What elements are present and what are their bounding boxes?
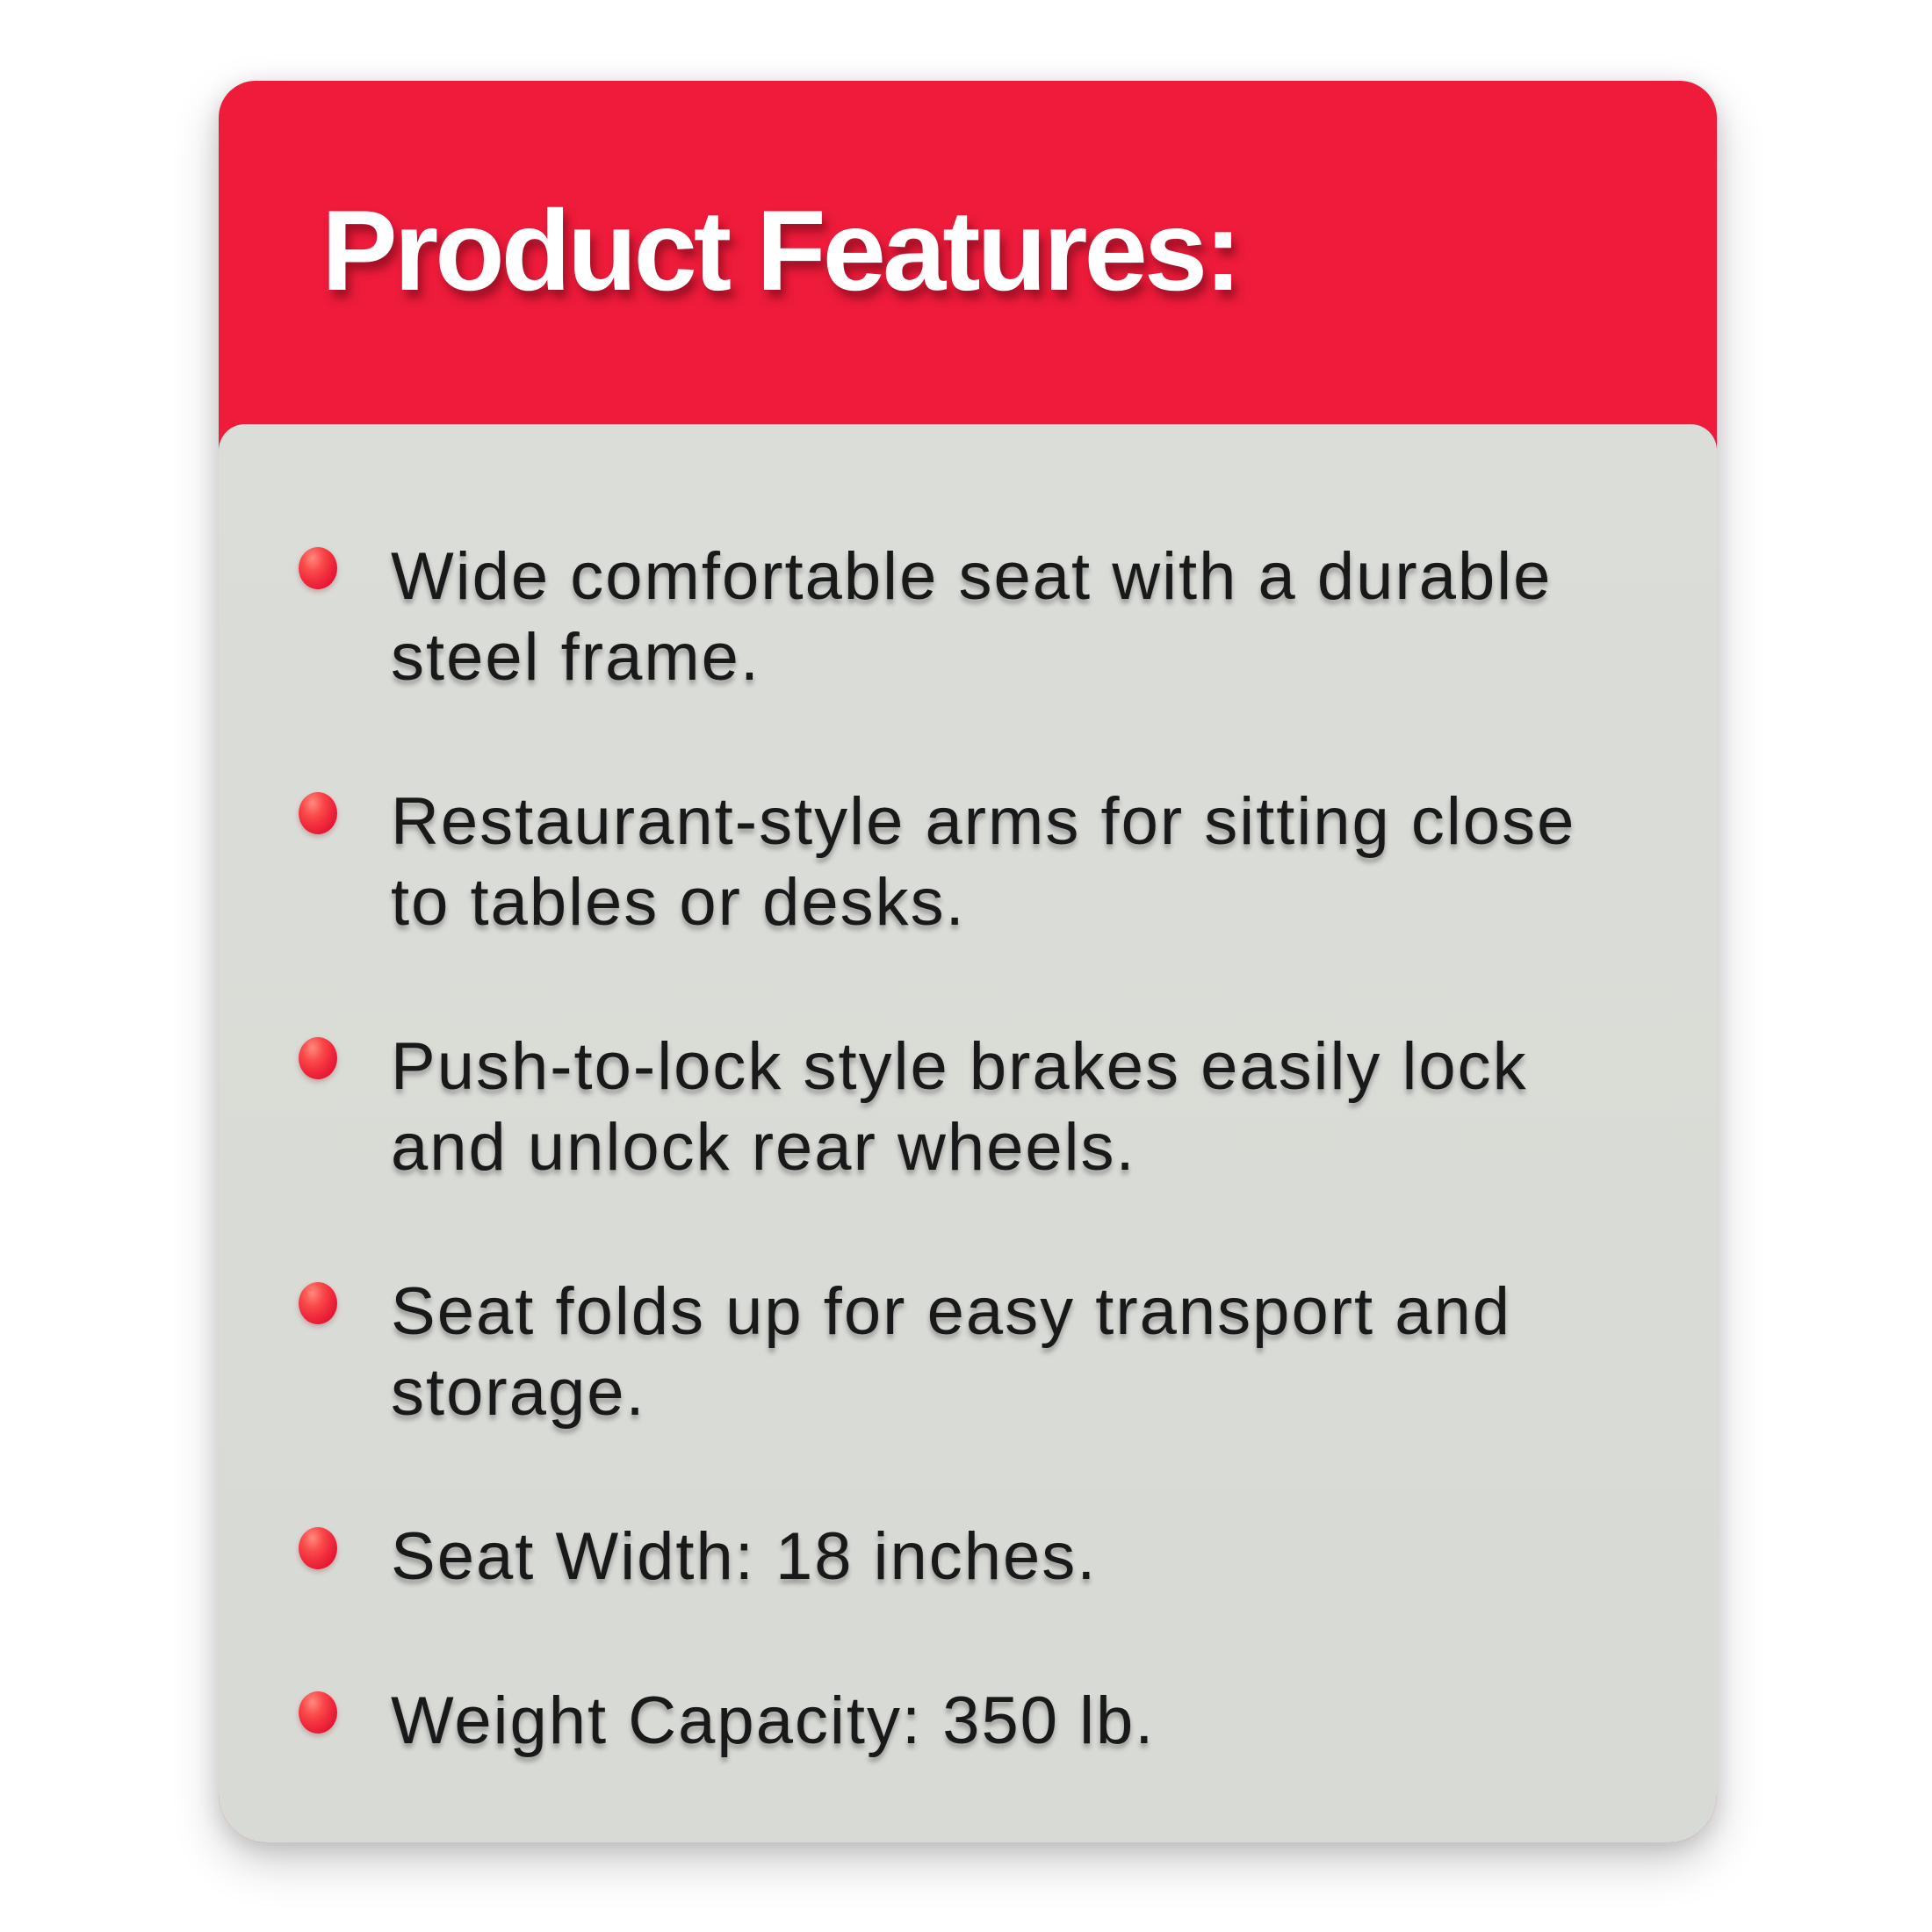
bullet-dot-icon xyxy=(299,1037,337,1079)
feature-text: Weight Capacity: 350 lb. xyxy=(391,1683,1156,1758)
list-item xyxy=(299,782,1682,943)
product-features-card xyxy=(219,81,1717,1842)
bullet-dot-icon xyxy=(299,547,337,589)
page-title: Product Features: xyxy=(321,186,1239,314)
feature-text: Seat Width: 18 inches. xyxy=(391,1519,1098,1594)
list-item xyxy=(299,537,1682,698)
list-item xyxy=(299,1027,1682,1188)
feature-text: Wide comfortable seat with a durable steel frame. xyxy=(391,539,1553,695)
feature-list xyxy=(219,424,1717,1762)
list-item xyxy=(299,1272,1682,1433)
bullet-dot-icon xyxy=(299,1691,337,1734)
bullet-dot-icon xyxy=(299,1527,337,1569)
feature-text: Restaurant-style arms for sitting close to tables or desks. xyxy=(391,784,1576,940)
bullet-dot-icon xyxy=(299,792,337,834)
list-item xyxy=(299,1681,1682,1762)
card-header xyxy=(219,81,1717,424)
feature-text: Seat folds up for easy transport and storage. xyxy=(391,1274,1512,1430)
bullet-dot-icon xyxy=(299,1282,337,1324)
feature-text: Push-to-lock style brakes easily lock and unlock rear wheels. xyxy=(391,1029,1528,1185)
list-item xyxy=(299,1517,1682,1597)
card-body xyxy=(219,424,1717,1842)
